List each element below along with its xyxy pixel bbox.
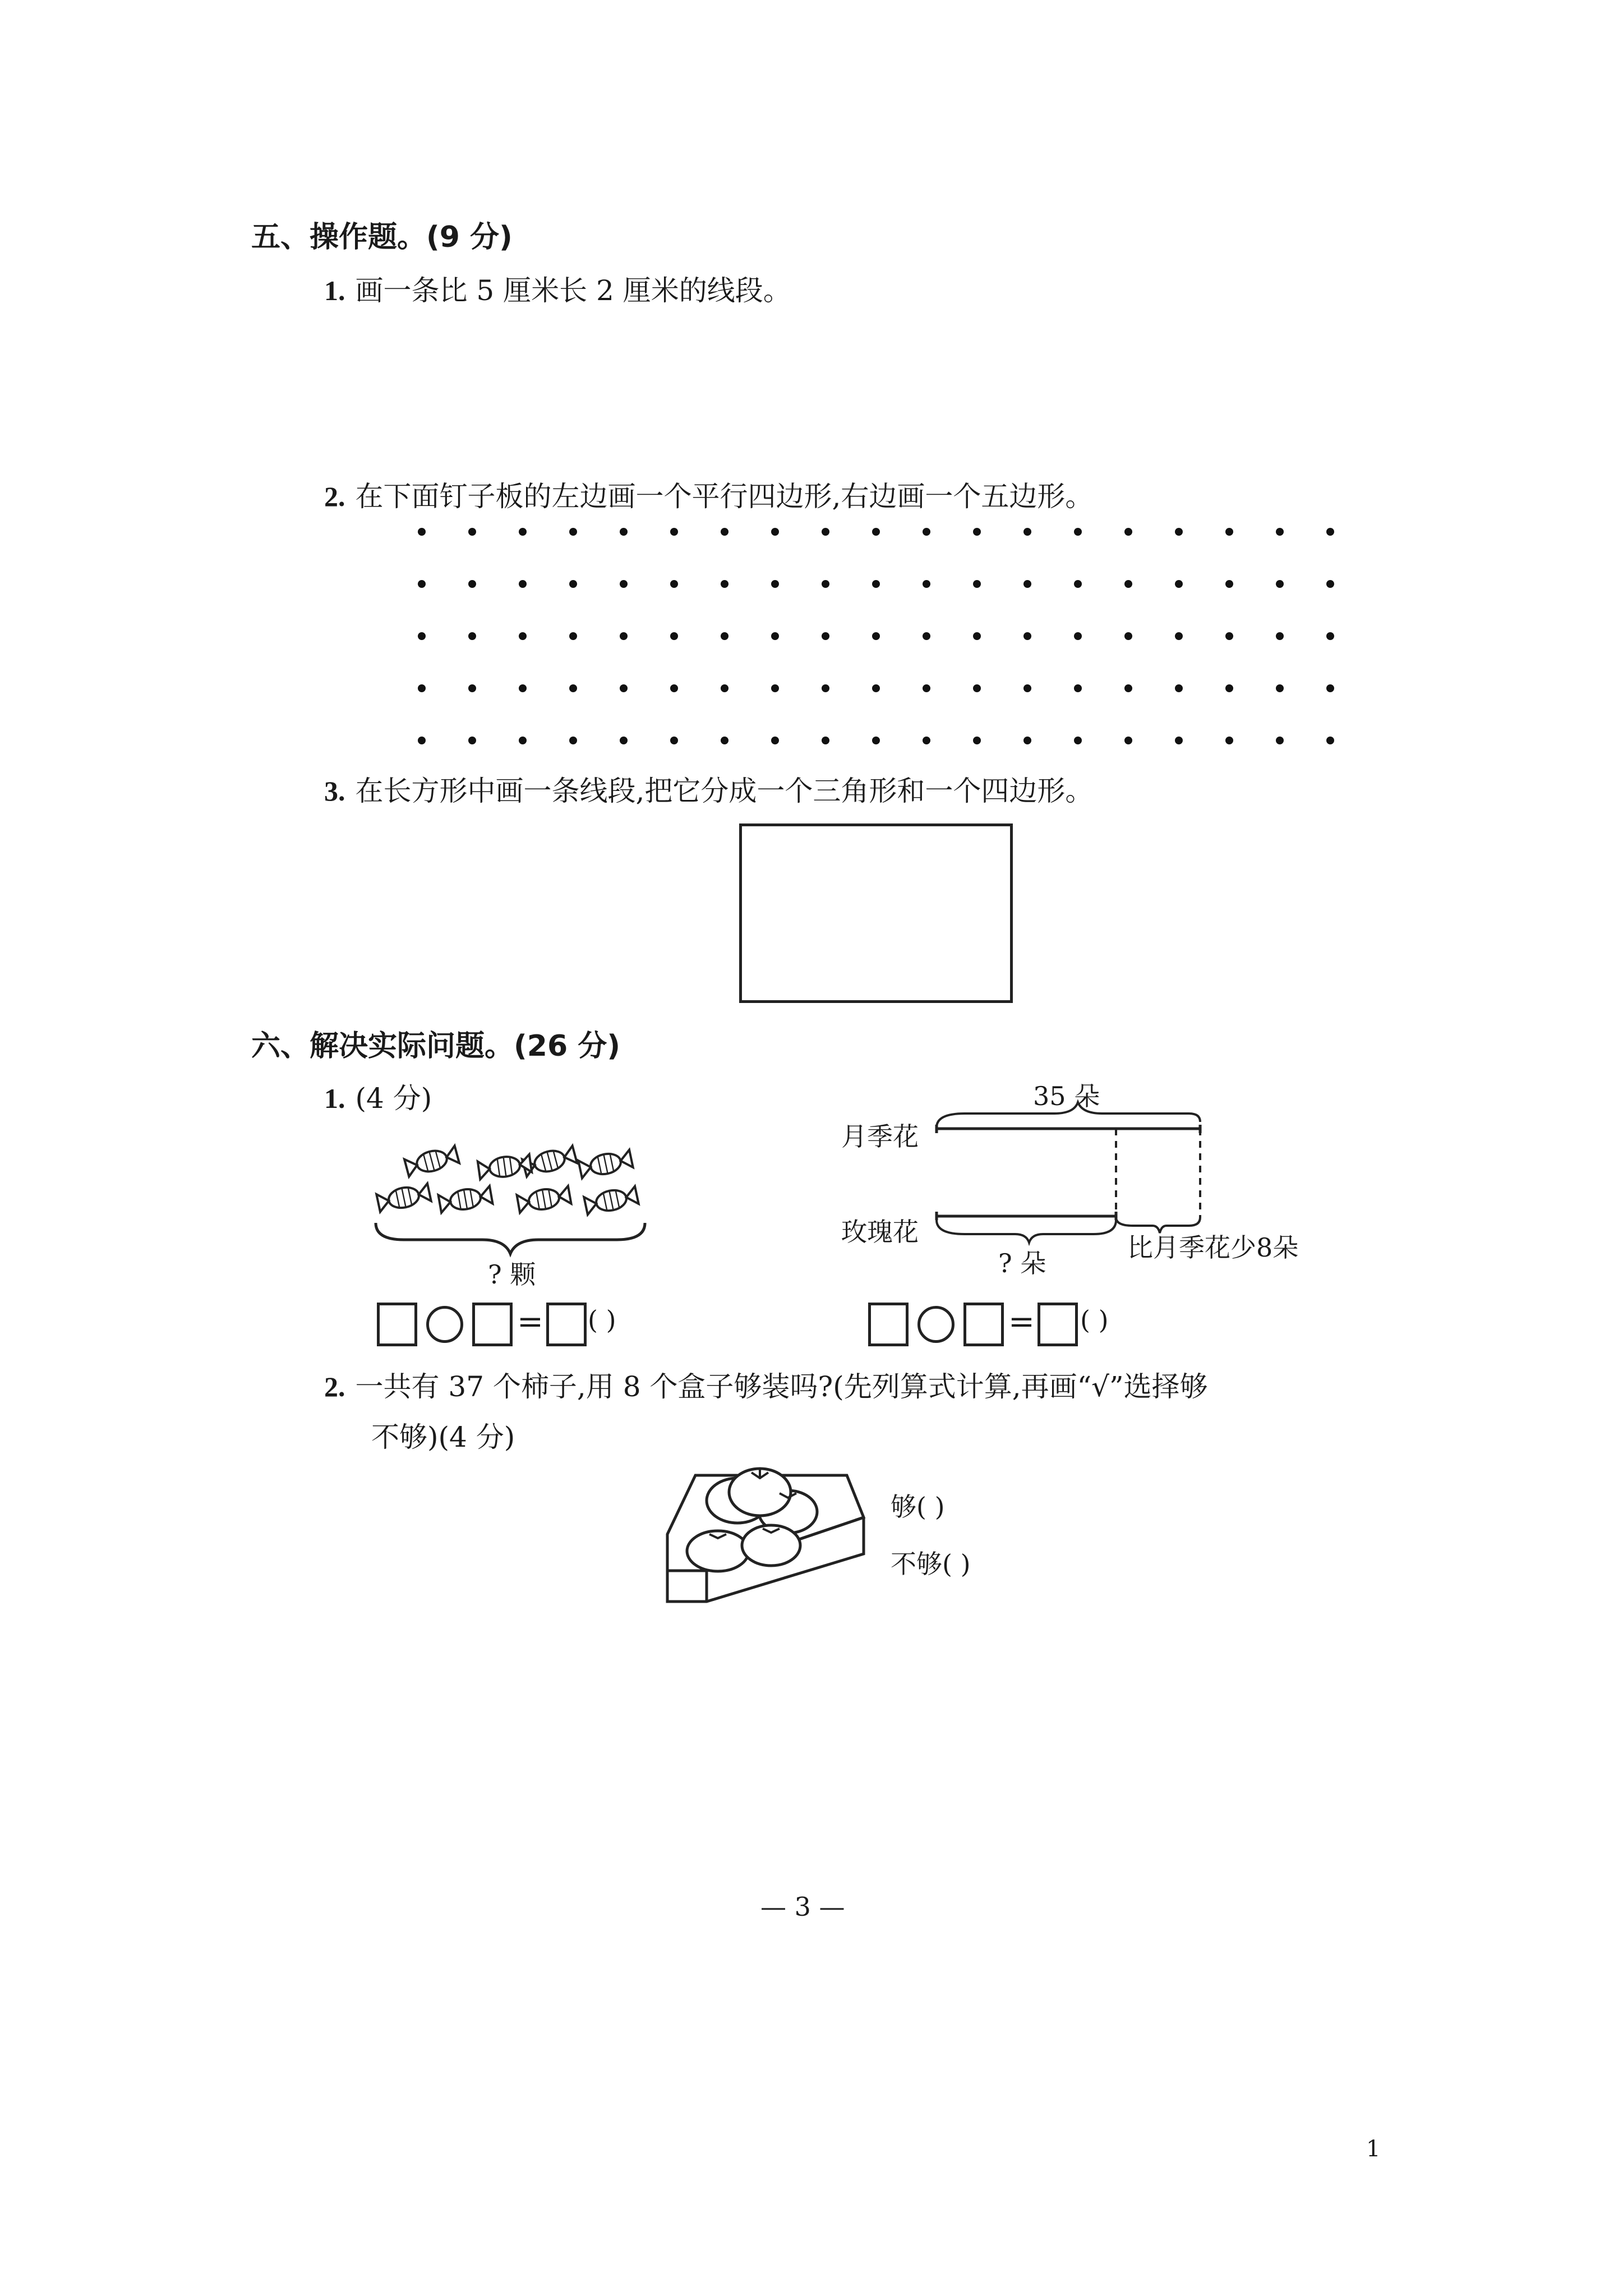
question-text: 画一条比 5 厘米长 2 厘米的线段。: [355, 274, 791, 307]
answer-box[interactable]: [963, 1303, 1004, 1346]
operator-circle[interactable]: [917, 1306, 955, 1343]
flower-total-label: 35 朵: [1033, 1081, 1100, 1111]
peg-dot[interactable]: [1124, 737, 1132, 744]
peg-dot[interactable]: [670, 684, 678, 692]
peg-dot[interactable]: [1276, 684, 1284, 692]
peg-dot[interactable]: [1124, 580, 1132, 588]
peg-dot[interactable]: [822, 528, 829, 536]
question-number: 1.: [324, 1083, 345, 1114]
peg-dot[interactable]: [519, 737, 527, 744]
peg-dot[interactable]: [1276, 580, 1284, 588]
unit-paren[interactable]: ( ): [1080, 1305, 1109, 1335]
peg-dot[interactable]: [519, 580, 527, 588]
peg-dot[interactable]: [1023, 632, 1031, 640]
page-number-corner: 1: [1366, 2136, 1381, 2162]
peg-dot[interactable]: [620, 580, 628, 588]
candy-icon: [578, 1149, 633, 1179]
peg-dot[interactable]: [670, 737, 678, 744]
answer-box[interactable]: [377, 1303, 417, 1346]
peg-dot[interactable]: [1175, 684, 1183, 692]
peg-dot[interactable]: [1326, 632, 1334, 640]
peg-dot[interactable]: [1276, 632, 1284, 640]
peg-dot[interactable]: [670, 632, 678, 640]
question-6-2: [324, 1364, 1208, 1405]
peg-dot[interactable]: [670, 528, 678, 536]
answer-box[interactable]: [546, 1303, 587, 1346]
peg-dot[interactable]: [1124, 632, 1132, 640]
candy-icon: [584, 1185, 639, 1216]
peg-dot[interactable]: [1225, 684, 1233, 692]
rose-label: 月季花: [841, 1121, 919, 1152]
peg-dot[interactable]: [872, 528, 880, 536]
question-6-2-line2: 不够)(4 分): [371, 1421, 515, 1453]
peg-dot[interactable]: [620, 632, 628, 640]
peg-dot[interactable]: [468, 580, 476, 588]
peg-dot[interactable]: [418, 737, 426, 744]
peg-dot[interactable]: [1326, 737, 1334, 744]
peg-dot[interactable]: [923, 580, 930, 588]
rose-label-2: 玫瑰花: [841, 1217, 919, 1247]
question-text: 一共有 37 个柿子,用 8 个盒子够装吗?(先列算式计算,再画“√”选择够: [355, 1370, 1208, 1403]
peg-dot[interactable]: [771, 528, 779, 536]
equals-sign: =: [1008, 1304, 1035, 1340]
peg-dot[interactable]: [1225, 632, 1233, 640]
peg-dot[interactable]: [418, 528, 426, 536]
peg-dot[interactable]: [771, 580, 779, 588]
peg-dot[interactable]: [721, 528, 728, 536]
peg-dot[interactable]: [468, 632, 476, 640]
peg-dot[interactable]: [468, 528, 476, 536]
peg-dot[interactable]: [923, 684, 930, 692]
question-text: 在下面钉子板的左边画一个平行四边形,右边画一个五边形。: [355, 480, 1094, 513]
peg-dot[interactable]: [771, 684, 779, 692]
peg-dot[interactable]: [1225, 580, 1233, 588]
operator-circle[interactable]: [426, 1306, 463, 1343]
question-number: 1.: [324, 275, 345, 306]
peg-dot[interactable]: [1175, 580, 1183, 588]
peg-dot[interactable]: [1175, 632, 1183, 640]
peg-dot[interactable]: [1023, 528, 1031, 536]
peg-dot[interactable]: [872, 684, 880, 692]
question-number: 2.: [324, 1371, 345, 1402]
peg-dot[interactable]: [721, 632, 728, 640]
peg-dot[interactable]: [1175, 528, 1183, 536]
rose-question-label: ? 朵: [998, 1248, 1046, 1278]
answer-box[interactable]: [472, 1303, 513, 1346]
peg-dot[interactable]: [1023, 684, 1031, 692]
peg-dot[interactable]: [1276, 528, 1284, 536]
peg-dot[interactable]: [1074, 684, 1082, 692]
peg-dot[interactable]: [1326, 580, 1334, 588]
peg-dot[interactable]: [822, 684, 829, 692]
peg-dot[interactable]: [519, 632, 527, 640]
peg-dot[interactable]: [923, 737, 930, 744]
candy-question-label: ? 颗: [488, 1259, 536, 1290]
section-five-heading: 五、操作题。(9 分): [251, 220, 513, 254]
peg-dot[interactable]: [519, 528, 527, 536]
peg-dot[interactable]: [822, 632, 829, 640]
peg-dot[interactable]: [1124, 684, 1132, 692]
section-six-heading: 六、解决实际问题。(26 分): [251, 1029, 620, 1063]
peg-dot[interactable]: [872, 580, 880, 588]
rectangle-drawing-area[interactable]: [739, 823, 1013, 1003]
peg-dot[interactable]: [1175, 737, 1183, 744]
peg-dot[interactable]: [468, 737, 476, 744]
peg-dot[interactable]: [872, 737, 880, 744]
peg-dot[interactable]: [822, 580, 829, 588]
peg-dot[interactable]: [569, 580, 577, 588]
peg-dot[interactable]: [771, 737, 779, 744]
peg-dot[interactable]: [973, 684, 981, 692]
peg-dot[interactable]: [569, 737, 577, 744]
peg-dot[interactable]: [973, 737, 981, 744]
difference-label: 比月季花少8朵: [1127, 1232, 1299, 1263]
peg-dot[interactable]: [973, 632, 981, 640]
peg-dot[interactable]: [1326, 528, 1334, 536]
peg-dot[interactable]: [771, 632, 779, 640]
peg-dot[interactable]: [923, 632, 930, 640]
peg-dot[interactable]: [670, 580, 678, 588]
peg-dot[interactable]: [620, 737, 628, 744]
peg-dot[interactable]: [1074, 580, 1082, 588]
peg-dot[interactable]: [1074, 528, 1082, 536]
peg-dot[interactable]: [418, 632, 426, 640]
peg-dot[interactable]: [973, 580, 981, 588]
peg-dot[interactable]: [1074, 737, 1082, 744]
question-6-1: [324, 1076, 432, 1116]
peg-dot[interactable]: [468, 684, 476, 692]
persimmon-box-icon: [662, 1458, 875, 1610]
peg-dot[interactable]: [418, 580, 426, 588]
peg-dot[interactable]: [620, 684, 628, 692]
brace: [376, 1223, 645, 1254]
question-points: (4 分): [355, 1082, 432, 1115]
question-text: 在长方形中画一条线段,把它分成一个三角形和一个四边形。: [355, 775, 1094, 807]
peg-dot[interactable]: [1225, 737, 1233, 744]
candy-icon: [404, 1145, 460, 1177]
equals-sign: =: [517, 1304, 543, 1340]
question-5-3: [324, 769, 1093, 809]
peg-dot[interactable]: [872, 632, 880, 640]
peg-dot[interactable]: [569, 528, 577, 536]
peg-dot[interactable]: [721, 580, 728, 588]
peg-dot[interactable]: [721, 737, 728, 744]
answer-box[interactable]: [1038, 1303, 1078, 1346]
peg-dot[interactable]: [923, 528, 930, 536]
peg-dot[interactable]: [569, 632, 577, 640]
peg-dot[interactable]: [973, 528, 981, 536]
option-not-enough[interactable]: 不够( ): [891, 1549, 971, 1579]
page-number-center: — 3 —: [760, 1892, 845, 1922]
unit-paren[interactable]: ( ): [588, 1305, 616, 1335]
option-enough[interactable]: 够( ): [891, 1492, 945, 1522]
flower-bar-diagram: [931, 1099, 1223, 1240]
question-number: 3.: [324, 775, 345, 807]
peg-dot[interactable]: [1124, 528, 1132, 536]
peg-dot[interactable]: [620, 528, 628, 536]
peg-dot[interactable]: [721, 684, 728, 692]
peg-dot[interactable]: [1225, 528, 1233, 536]
peg-dot[interactable]: [1276, 737, 1284, 744]
candy-icon: [376, 1182, 431, 1213]
peg-dot[interactable]: [519, 684, 527, 692]
candy-icon: [438, 1185, 493, 1214]
candy-icon: [517, 1185, 571, 1214]
peg-dot[interactable]: [569, 684, 577, 692]
peg-dot[interactable]: [1326, 684, 1334, 692]
answer-box[interactable]: [868, 1303, 909, 1346]
peg-dot[interactable]: [822, 737, 829, 744]
peg-dot[interactable]: [1023, 580, 1031, 588]
candy-icon: [478, 1153, 532, 1180]
question-number: 2.: [324, 481, 345, 512]
candy-group: [370, 1133, 651, 1273]
peg-dot[interactable]: [1074, 632, 1082, 640]
peg-dot[interactable]: [1023, 737, 1031, 744]
peg-dot[interactable]: [418, 684, 426, 692]
